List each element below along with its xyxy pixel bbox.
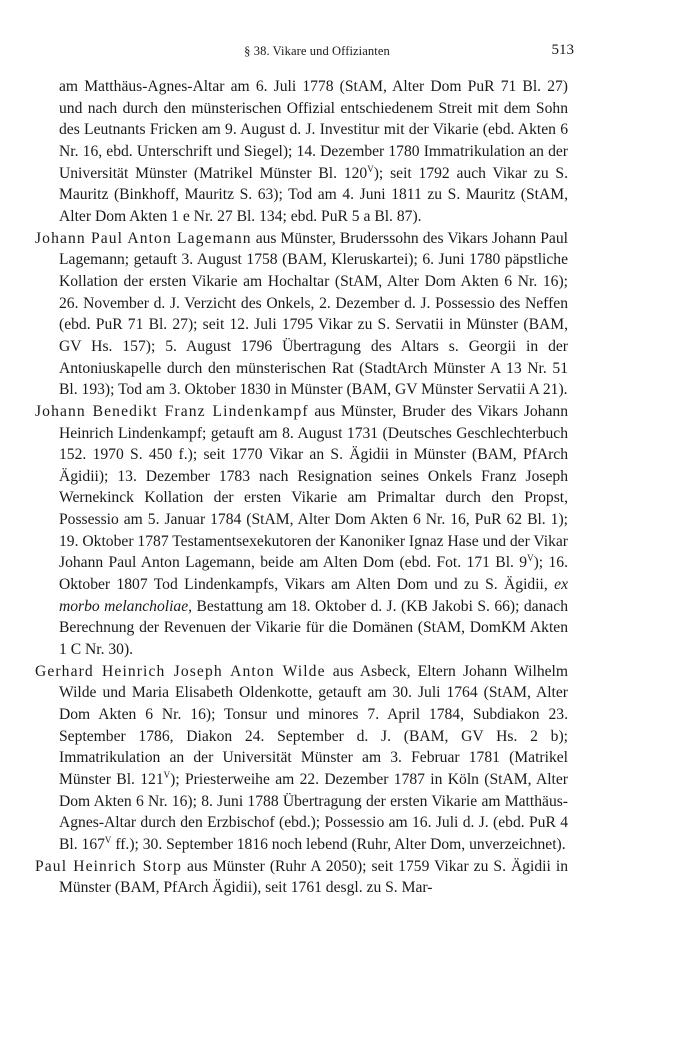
entry-name: Johann Paul Anton Lagemann [35, 229, 252, 247]
entry-italic-phrase: ex morbo melancholiae, [59, 576, 568, 615]
running-head: § 38. Vikare und Offizianten [244, 44, 390, 58]
page-body [35, 76, 568, 899]
superscript-verso: V [527, 553, 534, 564]
entry-text: ); seit 1792 auch Vikar zu S. Mauritz (Binkhoff, Mauritz S. 63); Tod am 4. Juni 1811 zu S. Mauritz (StAM, Alter Dom Akten 1 e Nr. 27 Bl. 134; ebd. PuR 5 a Bl. 87). [59, 164, 569, 225]
entry-lagemann [35, 228, 568, 401]
entry-text: ff.); 30. September 1816 noch lebend (Ruhr, Alter Dom, unverzeichnet). [111, 835, 566, 853]
entry-text: aus Münster, Bruder des Vikars Johann Heinrich Lindenkampf; getauft am 8. August 1731 (Deutsches Geschlechterbuch 152. 1970 S. 450 f.); seit 1770 Vikar an S. Ägidii in Münster (BAM, PfArch Ägidii); 13. Dezember 1783 nach Resignation seines Onkels Franz Joseph Wernekinck Kollation der ersten Vikarie am Primaltar durch den Propst, Possessio am 5. Januar 1784 (StAM, Alter Dom Akten 6 Nr. 16, PuR 62 Bl. 1); 19. Oktober 1787 Testamentsexekutoren der Kanoniker Ignaz Hase und der Vikar Johann Paul Anton Lagemann, beide am Alten Dom (ebd. Fot. 171 Bl. 9 [59, 402, 568, 572]
superscript-verso: V [104, 834, 112, 845]
entry-text: Bestattung am 18. Oktober d. J. (KB Jakobi S. 66); danach Berechnung der Revenuen der Vikarie für die Domänen (StAM, DomKM Akten 1 C Nr. 30). [59, 597, 568, 659]
entry-name: Gerhard Heinrich Joseph Anton Wilde [35, 662, 326, 680]
superscript-verso: V [163, 770, 171, 780]
entry-name: Johann Benedikt Franz Lindenkampf [35, 402, 309, 420]
entry-text: aus Münster (Ruhr A 2050); seit 1759 Vikar zu S. Ägidii in Münster (BAM, PfArch Ägidii), seit 1761 desgl. zu S. Mar- [59, 857, 568, 897]
entry-wilde [35, 661, 568, 856]
page-header [60, 42, 574, 62]
page-number: 513 [551, 42, 574, 58]
entry-text: am Matthäus-Agnes-Altar am 6. Juli 1778 (StAM, Alter Dom PuR 71 Bl. 27) und nach durch den münsterischen Offizial entschiedenem Streit mit dem Sohn des Leutnants Fricken am 9. August d. J. Investitur mit der Vikarie (ebd. Akten 6 Nr. 16, ebd. Unterschrift und Siegel); 14. Dezember 1780 Immatrikulation an der Universität Münster (Matrikel Münster Bl. 120 [59, 78, 568, 182]
entry-text: ); 16. Oktober 1807 Tod Lindenkampfs, Vikars am Alten Dom und zu S. Ägidii, [59, 554, 568, 594]
entry-text: aus Münster, Bruderssohn des Vikars Johann Paul Lagemann; getauft 3. August 1758 (BAM, Kleruskartei); 6. Juni 1780 päpstliche Kollation der ersten Vikarie am Hochaltar (StAM, Alter Dom Akten 6 Nr. 16); 26. November d. J. Verzicht des Onkels, 2. Dezember d. J. Possessio des Neffen (ebd. PuR 71 Bl. 27); seit 12. Juli 1795 Vikar zu S. Servatii in Münster (BAM, GV Hs. 157); 5. August 1796 Übertragung des Altars s. Georgii in der Antoniuskapelle durch den münsterischen Rat (StadtArch Münster A 13 Nr. 51 Bl. 193); Tod am 3. Oktober 1830 in Münster (BAM, GV Münster Servatii A 21). [59, 229, 568, 399]
entry-continuation [35, 76, 568, 228]
entry-storp [35, 856, 568, 899]
superscript-verso: V [367, 163, 374, 174]
entry-name: Paul Heinrich Storp [35, 857, 183, 875]
entry-text: ); Priesterweihe am 22. Dezember 1787 in Köln (StAM, Alter Dom Akten 6 Nr. 16); 8. Juni 1788 Übertragung der ersten Vikarie am Matthäus-Agnes-Altar durch den Erzbischof (ebd.); Possessio am 16. Juli d. J. (ebd. PuR 4 Bl. 167 [59, 771, 568, 853]
entry-text: aus Asbeck, Eltern Johann Wilhelm Wilde und Maria Elisabeth Oldenkotte, getauft am 30. Juli 1764 (StAM, Alter Dom Akten 6 Nr. 16); Tonsur und minores 7. April 1784, Subdiakon 23. September 1786, Diakon 24. September d. J. (BAM, GV Hs. 2 b); Immatrikulation an der Universität Münster am 3. Februar 1781 (Matrikel Münster Bl. 121 [59, 662, 568, 788]
entry-lindenkampf [35, 401, 568, 661]
